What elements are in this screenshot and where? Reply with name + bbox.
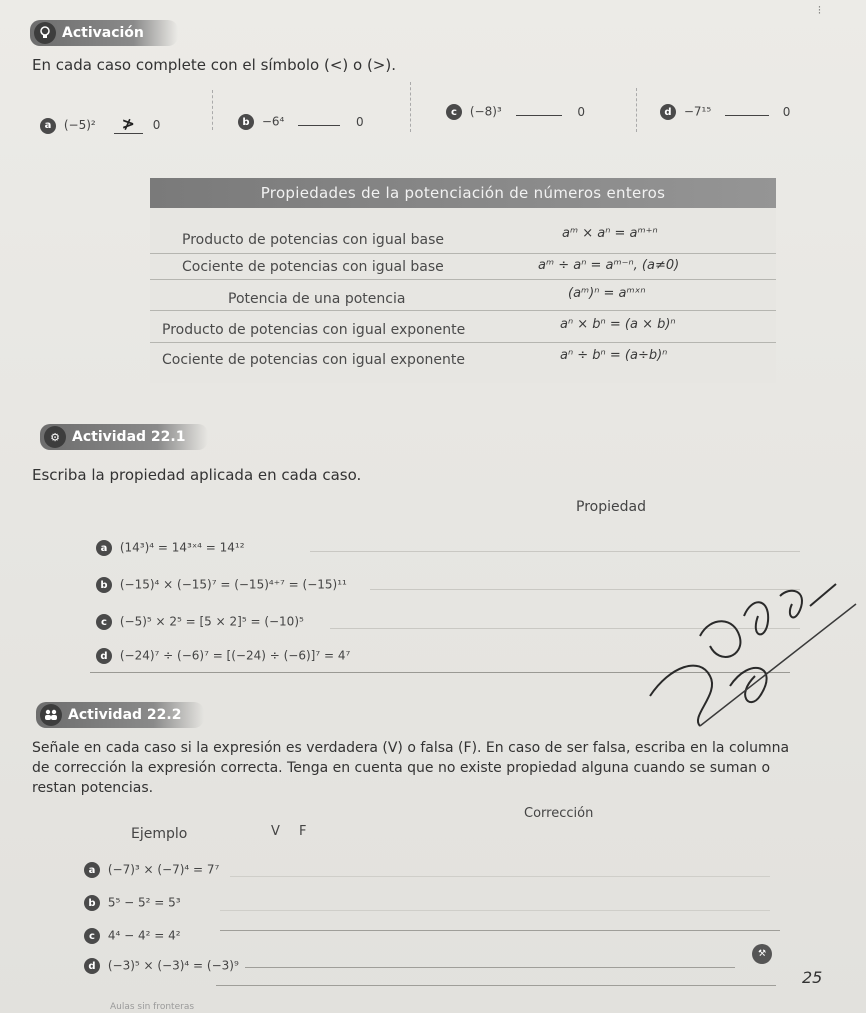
- property-name: Cociente de potencias con igual exponente: [162, 352, 465, 368]
- activation-banner: [30, 20, 178, 46]
- gear-icon: ⚙: [44, 426, 66, 448]
- activation-expr-b: −6⁴: [261, 114, 285, 129]
- property-name: Potencia de una potencia: [228, 291, 406, 307]
- property-formula: aᵐ ÷ aⁿ = aᵐ⁻ⁿ, (a≠0): [538, 258, 680, 273]
- activity-22-1-item-d: [96, 648, 350, 664]
- activation-item-d: [660, 104, 790, 120]
- tool-icon: ⚒: [752, 944, 772, 964]
- activation-item-c: [446, 104, 585, 120]
- property-formula: aⁿ ÷ bⁿ = (a÷b)ⁿ: [560, 348, 668, 363]
- footer-brand: Aulas sin fronteras: [110, 1002, 195, 1012]
- row-divider: [150, 253, 776, 254]
- activity-22-1-item-a: [96, 540, 245, 556]
- activity-22-1-expr-d: (−24)⁷ ÷ (−6)⁷ = [(−24) ÷ (−6)]⁷ = 4⁷: [119, 648, 351, 663]
- activation-value-a: 0: [152, 118, 161, 132]
- header-v: V: [271, 824, 280, 839]
- bullet-a-icon: a: [40, 118, 56, 134]
- answer-line-a[interactable]: [230, 876, 770, 877]
- properties-table: [150, 178, 776, 383]
- handwriting-scribble: [640, 576, 866, 736]
- activation-item-b: [238, 114, 364, 130]
- bullet-c-icon: c: [446, 104, 462, 120]
- bullet-b-icon: b: [96, 577, 112, 593]
- activity-22-2-item-a: [84, 862, 219, 878]
- divider: [212, 90, 213, 130]
- answer-line-a[interactable]: [310, 551, 800, 552]
- property-formula: aⁿ × bⁿ = (a × b)ⁿ: [560, 317, 676, 332]
- row-divider: [150, 310, 776, 311]
- activation-value-d: 0: [782, 104, 791, 119]
- activation-answer-d[interactable]: [725, 115, 769, 116]
- people-icon: [40, 704, 62, 726]
- activation-item-a: [40, 114, 160, 134]
- activation-expr-a: (−5)²: [63, 118, 96, 132]
- activity-22-1-expr-b: (−15)⁴ × (−15)⁷ = (−15)⁴⁺⁷ = (−15)¹¹: [119, 577, 347, 592]
- lightbulb-icon: [34, 22, 56, 44]
- bullet-b-icon: b: [84, 895, 100, 911]
- bullet-a-icon: a: [84, 862, 100, 878]
- page-number: 25: [802, 968, 823, 987]
- property-name: Producto de potencias con igual exponente: [162, 322, 466, 338]
- bullet-d-icon: d: [84, 958, 100, 974]
- header-correction: Corrección: [524, 806, 594, 821]
- header-example: Ejemplo: [131, 826, 188, 842]
- properties-table-title: Propiedades de la potenciación de números enteros: [150, 178, 776, 208]
- divider: [410, 82, 411, 132]
- activation-banner-label: Activación: [62, 25, 144, 41]
- answer-line-b[interactable]: [220, 910, 770, 911]
- activity-22-2-expr-a: (−7)³ × (−7)⁴ = 7⁷: [107, 862, 220, 877]
- activity-22-1-item-b: [96, 577, 347, 593]
- activation-answer-b[interactable]: [298, 125, 340, 126]
- activation-expr-c: (−8)³: [469, 104, 502, 119]
- activity-22-2-item-d: [84, 958, 239, 974]
- answer-line-c[interactable]: [220, 930, 780, 931]
- activity-22-1-banner-label: Actividad 22.1: [72, 429, 186, 445]
- activity-22-2-banner: [36, 702, 204, 728]
- activity-22-1-banner: [40, 424, 208, 450]
- answer-line-d[interactable]: [245, 967, 735, 968]
- bullet-a-icon: a: [96, 540, 112, 556]
- activity-22-2-item-b: [84, 895, 181, 911]
- activity-22-1-item-c: [96, 614, 304, 630]
- header-f: F: [299, 824, 307, 839]
- activity-22-2-instruction: Señale en cada caso si la expresión es verdadera (V) o falsa (F). En caso de ser falsa, escriba en la columna de corrección la expresión correcta. Tenga en cuenta que no existe propiedad alguna cuando se suman o restan potencias.: [32, 740, 790, 796]
- property-name: Cociente de potencias con igual base: [182, 259, 444, 275]
- activity-22-1-instruction: Escriba la propiedad aplicada en cada caso.: [32, 466, 362, 484]
- activity-22-2-expr-b: 5⁵ − 5² = 5³: [107, 895, 181, 910]
- corner-mark-icon: ⫶: [818, 4, 821, 17]
- property-formula: (aᵐ)ⁿ = aᵐˣⁿ: [568, 286, 646, 301]
- activation-answer-a[interactable]: ≯: [114, 114, 143, 134]
- row-divider: [150, 279, 776, 280]
- activation-value-b: 0: [355, 114, 364, 129]
- bullet-b-icon: b: [238, 114, 254, 130]
- activation-expr-d: −7¹⁵: [683, 104, 712, 119]
- bullet-d-icon: d: [96, 648, 112, 664]
- activation-value-c: 0: [577, 104, 585, 119]
- row-divider: [150, 342, 776, 343]
- bullet-c-icon: c: [96, 614, 112, 630]
- activity-22-2-expr-d: (−3)⁵ × (−3)⁴ = (−3)⁹: [107, 958, 239, 973]
- activity-22-2-item-c: [84, 928, 181, 944]
- activation-answer-c[interactable]: [516, 115, 562, 116]
- activation-instruction: En cada caso complete con el símbolo (<) o (>).: [32, 56, 396, 74]
- property-name: Producto de potencias con igual base: [182, 232, 444, 248]
- bullet-d-icon: d: [660, 104, 676, 120]
- property-column-header: Propiedad: [576, 499, 646, 515]
- activity-22-2-expr-c: 4⁴ − 4² = 4²: [107, 928, 181, 943]
- activity-22-1-expr-a: (14³)⁴ = 14³ˣ⁴ = 14¹²: [119, 540, 245, 555]
- property-formula: aᵐ × aⁿ = aᵐ⁺ⁿ: [562, 226, 658, 241]
- footer-line: [216, 985, 776, 986]
- activity-22-1-expr-c: (−5)⁵ × 2⁵ = [5 × 2]⁵ = (−10)⁵: [119, 614, 304, 629]
- activity-22-2-banner-label: Actividad 22.2: [68, 707, 182, 723]
- divider: [636, 88, 637, 132]
- bullet-c-icon: c: [84, 928, 100, 944]
